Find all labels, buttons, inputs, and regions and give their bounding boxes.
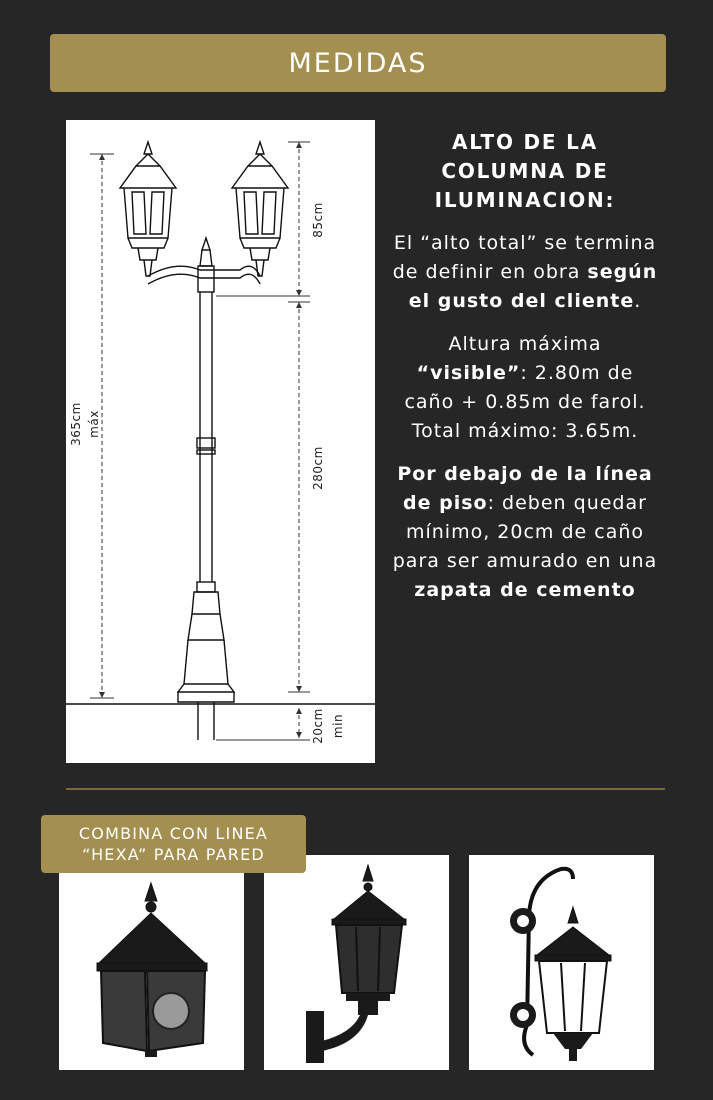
info-emphasis: según el gusto del cliente [408, 261, 658, 312]
combine-badge [41, 815, 306, 873]
height-info [392, 128, 658, 605]
lamp-post-drawing [66, 120, 375, 763]
wall-lantern-scroll-icon [469, 855, 654, 1070]
right-lantern-icon [232, 142, 288, 276]
info-paragraph-3 [392, 460, 658, 605]
combine-line-1: COMBINA CON LINEA [78, 824, 269, 843]
dim-total-label: 365cm [69, 402, 83, 446]
info-text: Total máximo: 3.65m. [411, 420, 639, 442]
info-emphasis: “visible” [416, 362, 521, 384]
lamp-post-diagram [66, 120, 375, 763]
info-title: ALTO DE LA COLUMNA DE ILUMINACION: [434, 130, 616, 212]
combine-line-2: “HEXA” PARA PARED [82, 845, 265, 864]
section-divider [66, 788, 665, 790]
info-paragraph-1 [392, 229, 658, 316]
left-lantern-icon [120, 142, 176, 276]
info-paragraph-2 [392, 330, 658, 446]
info-emphasis: Por debajo de la línea de piso [397, 463, 653, 514]
dim-bottom-label: 20cm [311, 708, 325, 744]
wall-lantern-flat-icon [59, 855, 244, 1070]
product-card-3[interactable] [469, 855, 654, 1070]
header-bar [50, 34, 666, 92]
wall-lantern-arm-icon [264, 855, 449, 1070]
product-card-1[interactable] [59, 855, 244, 1070]
info-text: : deben quedar mínimo, 20cm de caño para ser amurado en una [392, 492, 658, 572]
info-text: El “alto total” se termina de definir en obra [392, 232, 657, 283]
dim-middle-label: 280cm [311, 446, 325, 490]
dim-total-note: máx [87, 410, 101, 438]
info-text: . [634, 290, 642, 312]
info-text: Altura máxima [448, 333, 602, 355]
dim-top-label: 85cm [311, 202, 325, 238]
product-card-2[interactable] [264, 855, 449, 1070]
info-emphasis: zapata de cemento [414, 579, 636, 601]
info-text: : 2.80m de caño + 0.85m de farol. [404, 362, 646, 413]
dim-bottom-note: min [331, 713, 345, 739]
page-title: MEDIDAS [288, 47, 428, 79]
